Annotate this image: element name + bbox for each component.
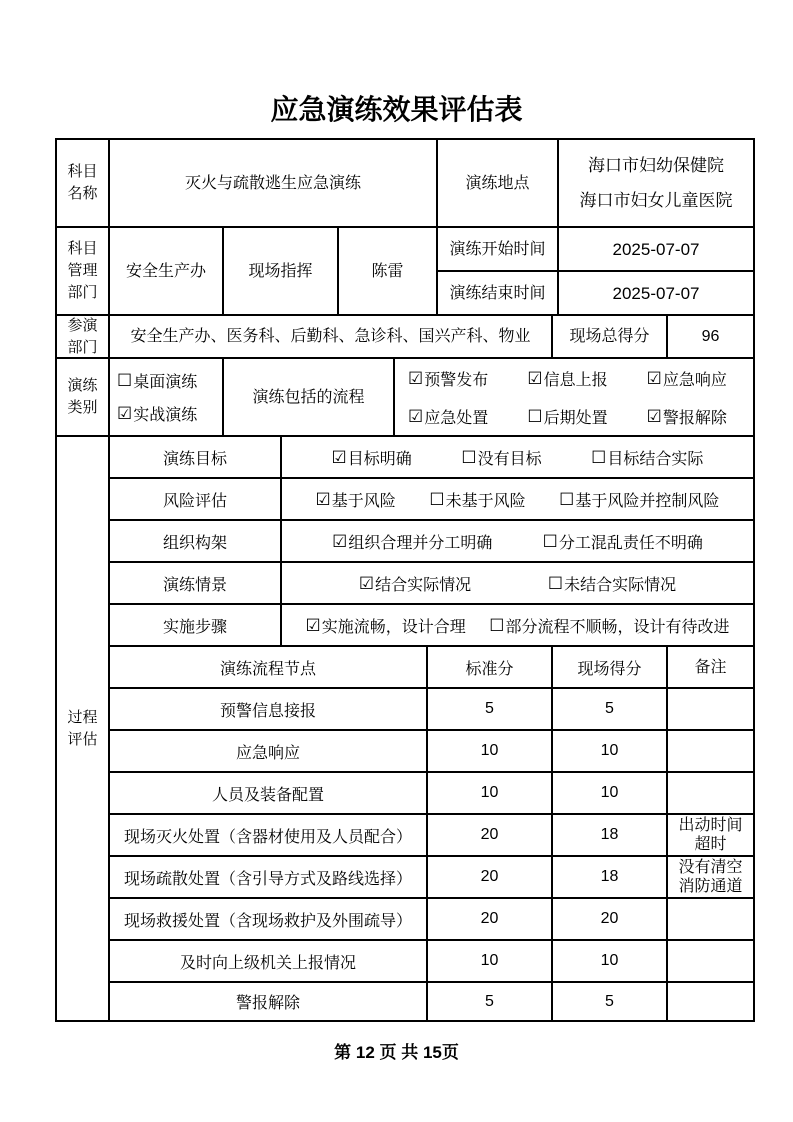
drill-type-options (110, 359, 224, 435)
managing-dept-label: 科目管理部门 (57, 228, 110, 314)
checkbox-icon: ☐ (547, 573, 564, 593)
row-participants (57, 316, 753, 359)
location-line-2: 海口市妇女儿童医院 (579, 191, 733, 211)
checkbox-label: 基于风险 (331, 492, 396, 510)
checkbox-option (489, 614, 729, 637)
standard-score: 10 (428, 941, 553, 981)
process-eval-label: 过程评估 (57, 437, 110, 1020)
row-management (57, 228, 753, 316)
location-line-1: 海口市妇幼保健院 (588, 155, 724, 175)
header-standard-score: 标准分 (428, 647, 553, 687)
evaluation-table (55, 138, 755, 1022)
attr-options (282, 605, 753, 645)
form-title: 应急演练效果评估表 (270, 94, 523, 125)
checkbox-option-emergency-handling (395, 405, 488, 428)
actual-score: 5 (553, 983, 668, 1020)
drill-start-time-row (438, 228, 753, 272)
actual-score: 20 (553, 899, 668, 939)
checkbox-label: 分工混乱责任不明确 (558, 534, 703, 552)
checkbox-icon: ☐ (429, 489, 445, 509)
checkbox-option-early-warning (395, 367, 488, 390)
checkbox-icon: ☑ (358, 573, 375, 593)
page-footer: 第 12 页 共 15页 (334, 1043, 459, 1062)
checkbox-icon: ☐ (117, 371, 133, 390)
score-node: 应急响应 (110, 731, 428, 771)
actual-score: 18 (553, 815, 668, 855)
score-node: 及时向上级机关上报情况 (110, 941, 428, 981)
checkbox-icon: ☑ (527, 368, 543, 388)
process-eval-content (110, 437, 753, 1020)
standard-score: 10 (428, 773, 553, 813)
score-row (110, 941, 753, 983)
checkbox-icon: ☑ (117, 404, 133, 423)
checkbox-label: 基于风险并控制风险 (575, 492, 720, 510)
score-row (110, 773, 753, 815)
checkbox-label: 应急处置 (424, 409, 489, 427)
drill-type-label: 演练类别 (57, 359, 110, 435)
score-note (668, 983, 753, 1020)
checkbox-option (316, 488, 396, 511)
site-commander-label: 现场指挥 (224, 228, 339, 314)
attr-row-structure (110, 521, 753, 563)
checkbox-icon: ☐ (559, 489, 575, 509)
checkbox-icon: ☑ (332, 531, 348, 551)
checkbox-option (543, 530, 703, 553)
score-node: 预警信息接报 (110, 689, 428, 729)
drill-end-time-value: 2025-07-07 (612, 283, 700, 303)
score-node: 现场救援处置（含现场救护及外围疏导） (110, 899, 428, 939)
checkbox-option-alarm-release (634, 405, 727, 428)
attr-options (282, 479, 753, 519)
attr-name: 演练情景 (110, 563, 282, 603)
checkbox-option-live-drill (117, 402, 197, 425)
score-note (668, 731, 753, 771)
checkbox-icon: ☑ (408, 368, 424, 388)
checkbox-icon: ☐ (489, 615, 505, 635)
subject-name-label: 科目名称 (57, 140, 110, 226)
score-row (110, 815, 753, 857)
standard-score: 20 (428, 815, 553, 855)
attr-options (282, 563, 753, 603)
checkbox-label: 警报解除 (662, 409, 727, 427)
checkbox-icon: ☐ (542, 531, 558, 551)
checkbox-icon: ☑ (646, 406, 662, 426)
drill-time-block (438, 228, 753, 314)
attr-options (282, 437, 753, 477)
checkbox-icon: ☑ (646, 368, 662, 388)
score-node: 警报解除 (110, 983, 428, 1020)
checkbox-label: 实战演练 (133, 407, 198, 424)
score-node: 人员及装备配置 (110, 773, 428, 813)
checkbox-label: 未基于风险 (445, 492, 526, 510)
score-note: 没有清空消防通道 (678, 859, 743, 895)
checkbox-label: 没有目标 (477, 450, 542, 468)
checkbox-icon: ☐ (591, 447, 607, 467)
checkbox-option (332, 446, 412, 469)
drill-start-time-value: 2025-07-07 (612, 239, 700, 259)
checkbox-option (559, 488, 719, 511)
score-node: 现场疏散处置（含引导方式及路线选择） (110, 857, 428, 897)
checkbox-option (429, 488, 525, 511)
checkbox-option (548, 572, 676, 595)
score-note (668, 689, 753, 729)
score-note (668, 941, 753, 981)
actual-score: 10 (553, 731, 668, 771)
participating-dept-label: 参演部门 (57, 316, 110, 357)
checkbox-label: 后期处置 (543, 409, 608, 427)
drill-start-time-label: 演练开始时间 (438, 228, 559, 270)
header-actual-score: 现场得分 (553, 647, 668, 687)
checkbox-option-info-report (514, 367, 607, 390)
score-row (110, 689, 753, 731)
score-row (110, 983, 753, 1020)
checkbox-icon: ☑ (331, 447, 347, 467)
checkbox-option (461, 446, 541, 469)
checkbox-option (332, 530, 492, 553)
checkbox-label: 结合实际情况 (375, 576, 472, 594)
drill-end-time-row (438, 272, 753, 314)
row-drill-type (57, 359, 753, 437)
checkbox-option (359, 572, 471, 595)
header-note: 备注 (694, 658, 727, 676)
score-note: 出动时间超时 (678, 817, 743, 853)
managing-dept-value: 安全生产办 (110, 228, 224, 314)
drill-location-value (559, 140, 753, 226)
standard-score: 20 (428, 857, 553, 897)
score-row (110, 731, 753, 773)
standard-score: 20 (428, 899, 553, 939)
attr-row-risk (110, 479, 753, 521)
total-score-label: 现场总得分 (553, 316, 668, 357)
checkbox-icon: ☐ (461, 447, 477, 467)
checkbox-label: 实施流畅，设计合理 (321, 618, 466, 636)
standard-score: 5 (428, 983, 553, 1020)
row-subject (57, 140, 753, 228)
attr-name: 实施步骤 (110, 605, 282, 645)
score-row (110, 899, 753, 941)
attr-name: 演练目标 (110, 437, 282, 477)
checkbox-option-emergency-response (634, 367, 727, 390)
score-table-header (110, 647, 753, 689)
attr-row-scenario (110, 563, 753, 605)
checkbox-label: 桌面演练 (133, 374, 198, 391)
subject-name-value: 灭火与疏散逃生应急演练 (110, 140, 438, 226)
standard-score: 5 (428, 689, 553, 729)
checkbox-label: 部分流程不顺畅，设计有待改进 (505, 618, 730, 636)
score-node: 现场灭火处置（含器材使用及人员配合） (110, 815, 428, 855)
attr-name: 风险评估 (110, 479, 282, 519)
process-scope-label: 演练包括的流程 (224, 359, 395, 435)
checkbox-label: 预警发布 (424, 371, 489, 389)
checkbox-icon: ☑ (408, 406, 424, 426)
checkbox-icon: ☐ (527, 406, 543, 426)
checkbox-label: 目标明确 (347, 450, 412, 468)
attr-row-steps (110, 605, 753, 647)
header-node: 演练流程节点 (110, 647, 428, 687)
actual-score: 18 (553, 857, 668, 897)
checkbox-label: 应急响应 (662, 371, 727, 389)
row-process-eval (57, 437, 753, 1020)
score-note (668, 773, 753, 813)
attr-row-goal (110, 437, 753, 479)
checkbox-icon: ☑ (315, 489, 331, 509)
site-commander-name: 陈雷 (339, 228, 438, 314)
drill-location-label: 演练地点 (438, 140, 559, 226)
participating-dept-value: 安全生产办、医务科、后勤科、急诊科、国兴产科、物业 (110, 316, 553, 357)
checkbox-label: 信息上报 (543, 371, 608, 389)
drill-end-time-label: 演练结束时间 (438, 272, 559, 314)
score-note (668, 899, 753, 939)
attr-options (282, 521, 753, 561)
checkbox-label: 组织合理并分工明确 (348, 534, 493, 552)
checkbox-icon: ☑ (305, 615, 321, 635)
total-score-value: 96 (701, 328, 720, 345)
actual-score: 5 (553, 689, 668, 729)
process-options (395, 359, 753, 435)
standard-score: 10 (428, 731, 553, 771)
checkbox-option-post-handling (514, 405, 607, 428)
checkbox-label: 未结合实际情况 (564, 576, 677, 594)
checkbox-option (591, 446, 703, 469)
checkbox-label: 目标结合实际 (607, 450, 704, 468)
score-row (110, 857, 753, 899)
checkbox-option-desktop-drill (117, 369, 197, 392)
actual-score: 10 (553, 941, 668, 981)
attr-name: 组织构架 (110, 521, 282, 561)
checkbox-option (305, 614, 465, 637)
actual-score: 10 (553, 773, 668, 813)
